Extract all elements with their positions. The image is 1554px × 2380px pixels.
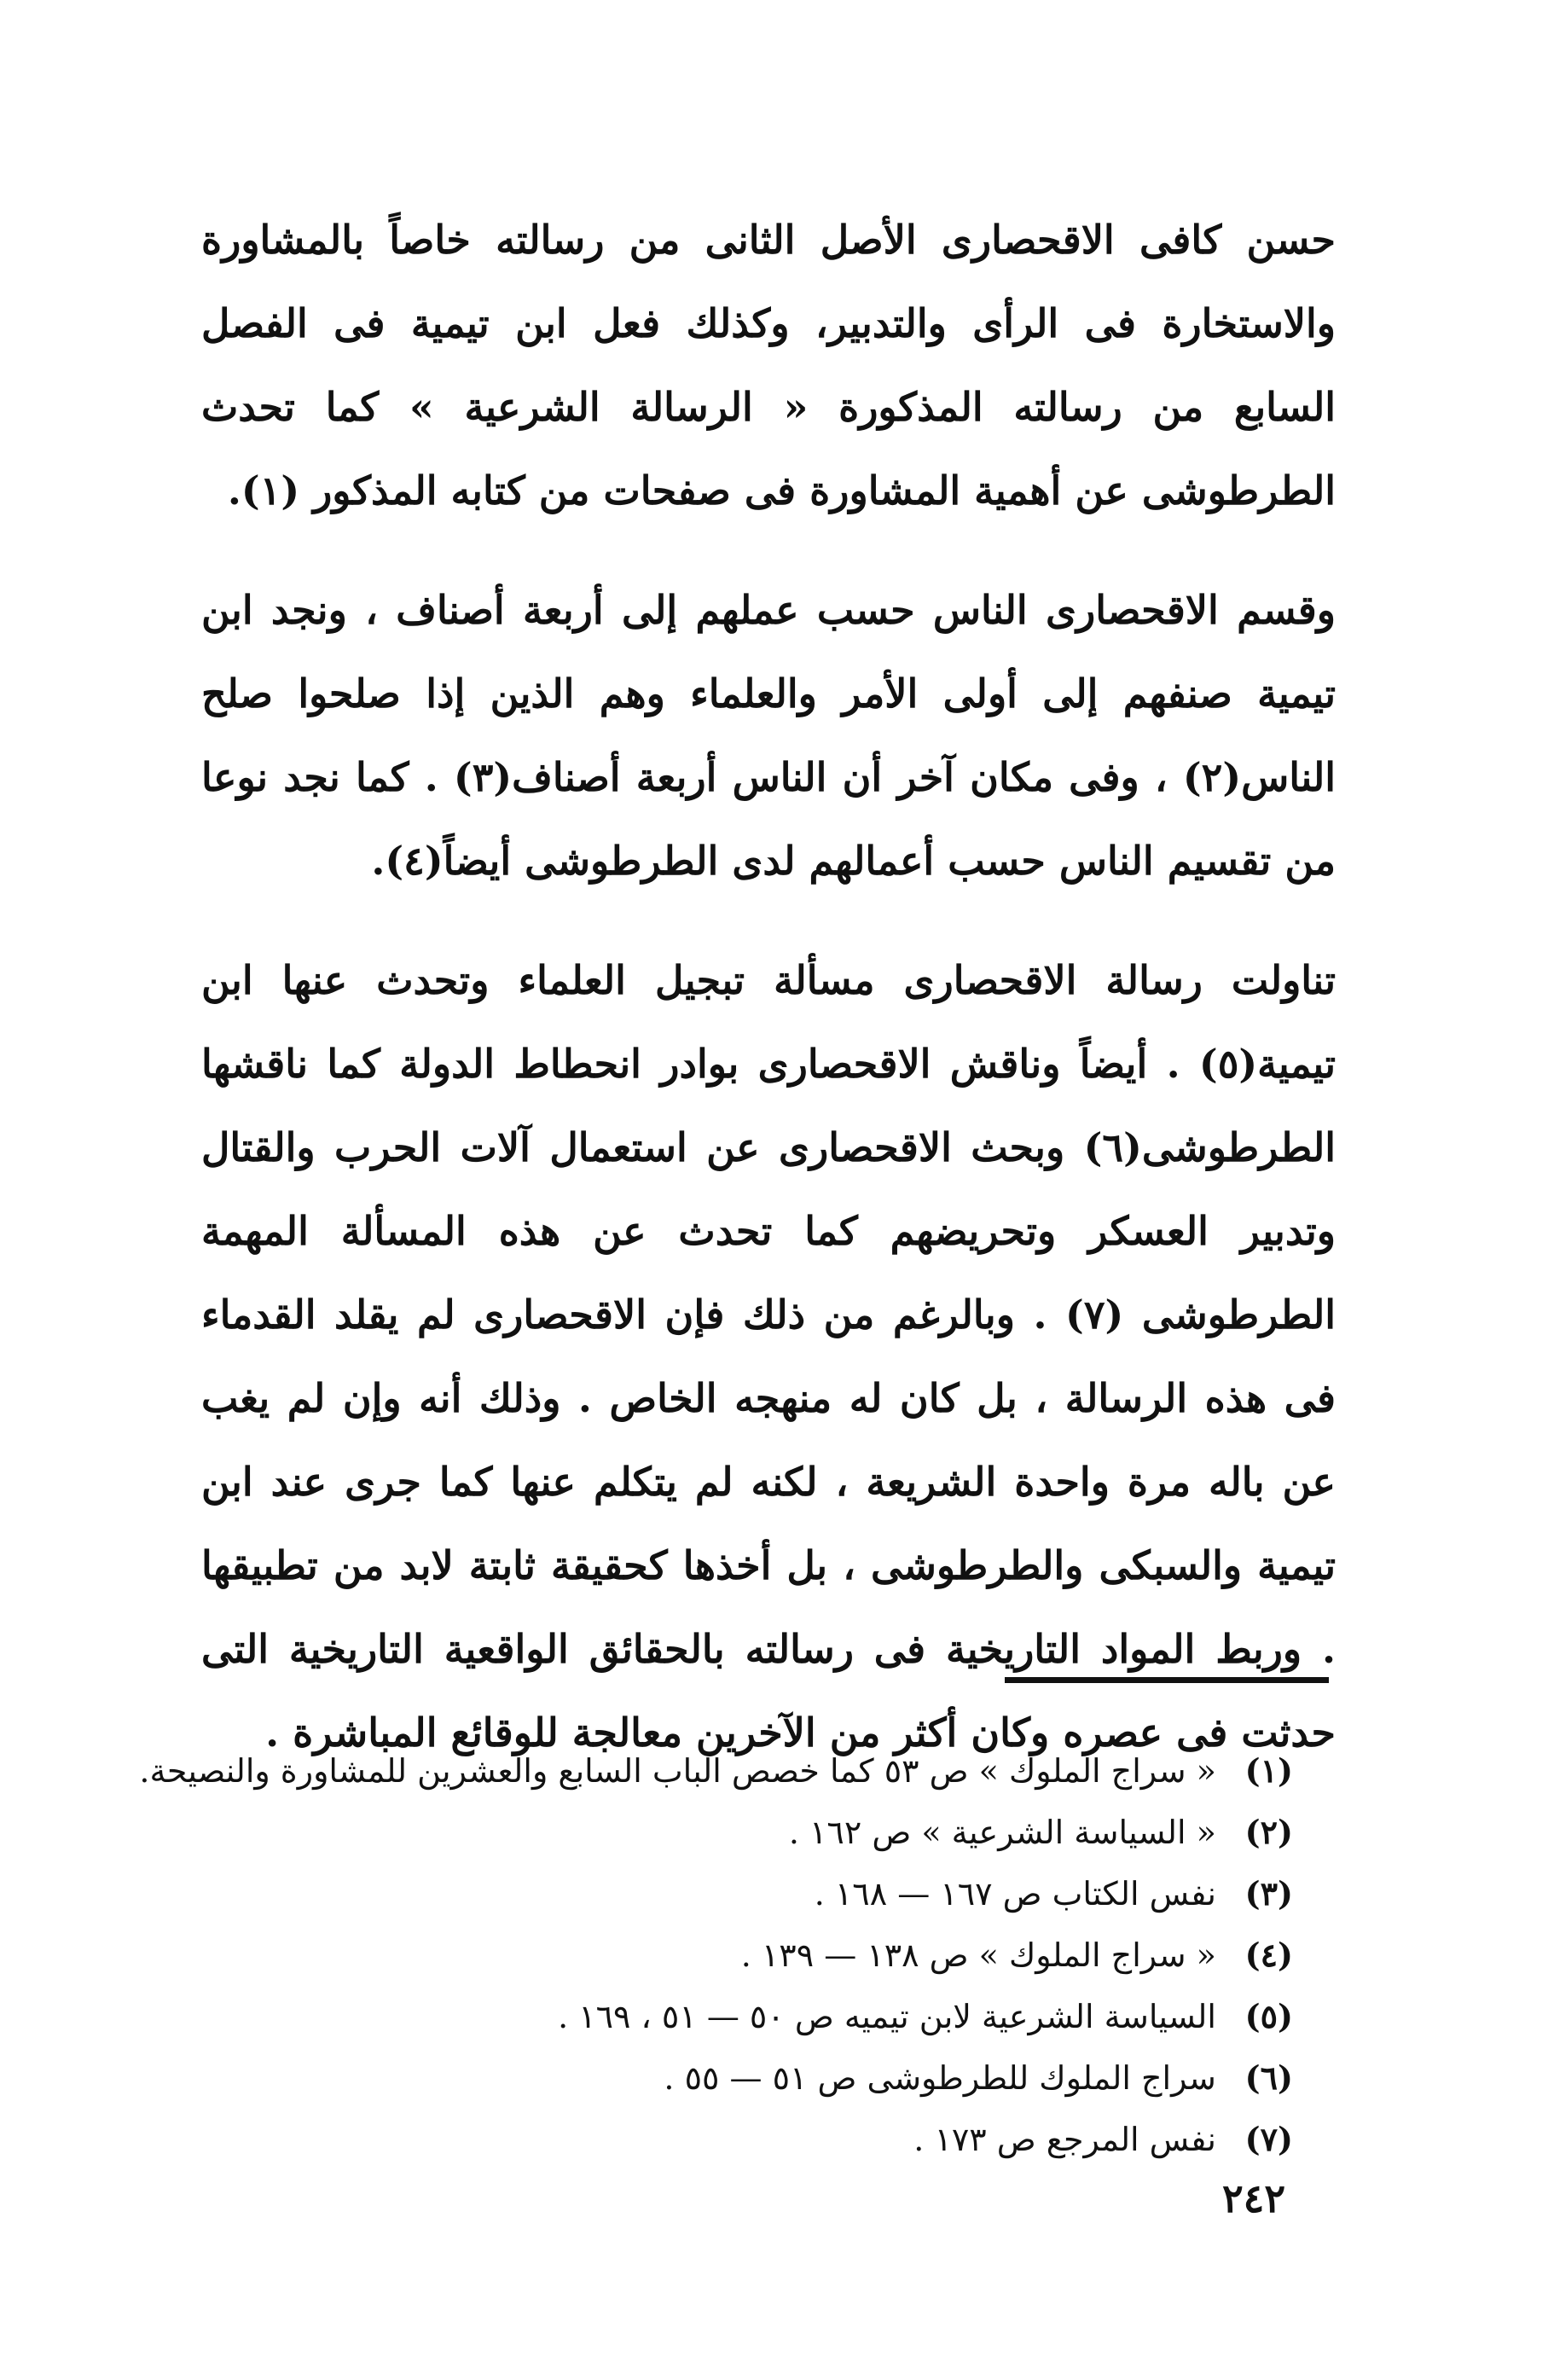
footnote-4 bbox=[159, 1924, 1293, 1986]
footnote-number: (٣) bbox=[1244, 1874, 1293, 1913]
footnote-6 bbox=[159, 2047, 1293, 2109]
footnote-text: « سراج الملوك » ص ٥٣ كما خصص الباب السابع والعشرين للمشاورة والنصيحة. bbox=[139, 1752, 1216, 1790]
footnote-number: (١) bbox=[1244, 1751, 1293, 1790]
footnote-text: السياسة الشرعية لابن تيميه ص ٥٠ — ٥١ ، ١٦٩ . bbox=[558, 1998, 1216, 2035]
body-text bbox=[201, 198, 1336, 1774]
footnote-number: (٦) bbox=[1244, 2058, 1293, 2097]
footnote-number: (٤) bbox=[1244, 1936, 1293, 1974]
paragraph-1: حسن كافى الاقحصارى الأصل الثانى من رسالته خاصاً بالمشاورة والاستخارة فى الرأى والتدبير، وكذلك فعل ابن تيمية فى الفصل السابع من رسالته المذكورة « الرسالة الشرعية » كما تحدث الطرطوشى عن أهمية المشاورة فى صفحات من كتابه المذكور (١). bbox=[201, 217, 1336, 514]
footnote-text: سراج الملوك للطرطوشى ص ٥١ — ٥٥ . bbox=[664, 2059, 1216, 2097]
footnote-text: « سراج الملوك » ص ١٣٨ — ١٣٩ . bbox=[740, 1936, 1216, 1974]
footnote-7 bbox=[159, 2109, 1293, 2170]
footnote-number: (٥) bbox=[1244, 1997, 1293, 2035]
footnote-5 bbox=[159, 1986, 1293, 2047]
footnote-3 bbox=[159, 1863, 1293, 1924]
footnote-text: نفس الكتاب ص ١٦٧ — ١٦٨ . bbox=[814, 1875, 1216, 1913]
footnotes bbox=[139, 1740, 1293, 2170]
footnote-number: (٧) bbox=[1244, 2120, 1293, 2158]
footnote-separator bbox=[1005, 1677, 1329, 1683]
paragraph-2: وقسم الاقحصارى الناس حسب عملهم إلى أربعة أصناف ، ونجد ابن تيمية صنفهم إلى أولى الأمر والعلماء وهم الذين إذا صلحوا صلح الناس(٢) ، وفى مكان آخر أن الناس أربعة أصناف(٣) . كما نجد نوعا من تقسيم الناس حسب أعمالهم لدى الطرطوشى أيضاً(٤). bbox=[201, 587, 1336, 884]
page-number: ٢٤٢ bbox=[1221, 2175, 1286, 2221]
footnote-number: (٢) bbox=[1244, 1813, 1293, 1851]
footnote-2 bbox=[159, 1802, 1293, 1863]
footnote-text: « السياسة الشرعية » ص ١٦٢ . bbox=[788, 1814, 1216, 1851]
footnote-text: نفس المرجع ص ١٧٣ . bbox=[913, 2121, 1216, 2158]
paragraph-3: تناولت رسالة الاقحصارى مسألة تبجيل العلماء وتحدث عنها ابن تيمية(٥) . أيضاً وناقش الاقحصارى بوادر انحطاط الدولة كما ناقشها الطرطوشى(٦) وبحث الاقحصارى عن استعمال آلات الحرب والقتال وتدبير العسكر وتحريضهم كما تحدث عن هذه المسألة المهمة الطرطوشى (٧) . وبالرغم من ذلك فإن الاقحصارى لم يقلد القدماء فى هذه الرسالة ، بل كان له منهجه الخاص . وذلك أنه وإن لم يغب عن باله مرة واحدة الشريعة ، لكنه لم يتكلم عنها كما جرى عند ابن تيمية والسبكى والطرطوشى ، بل أخذها كحقيقة ثابتة لابد من تطبيقها . وربط المواد التاريخية فى رسالته بالحقائق الواقعية التاريخية التى حدثت فى عصره وكان أكثر من الآخرين معالجة للوقائع المباشرة . bbox=[201, 957, 1337, 1756]
footnote-1 bbox=[139, 1740, 1293, 1802]
